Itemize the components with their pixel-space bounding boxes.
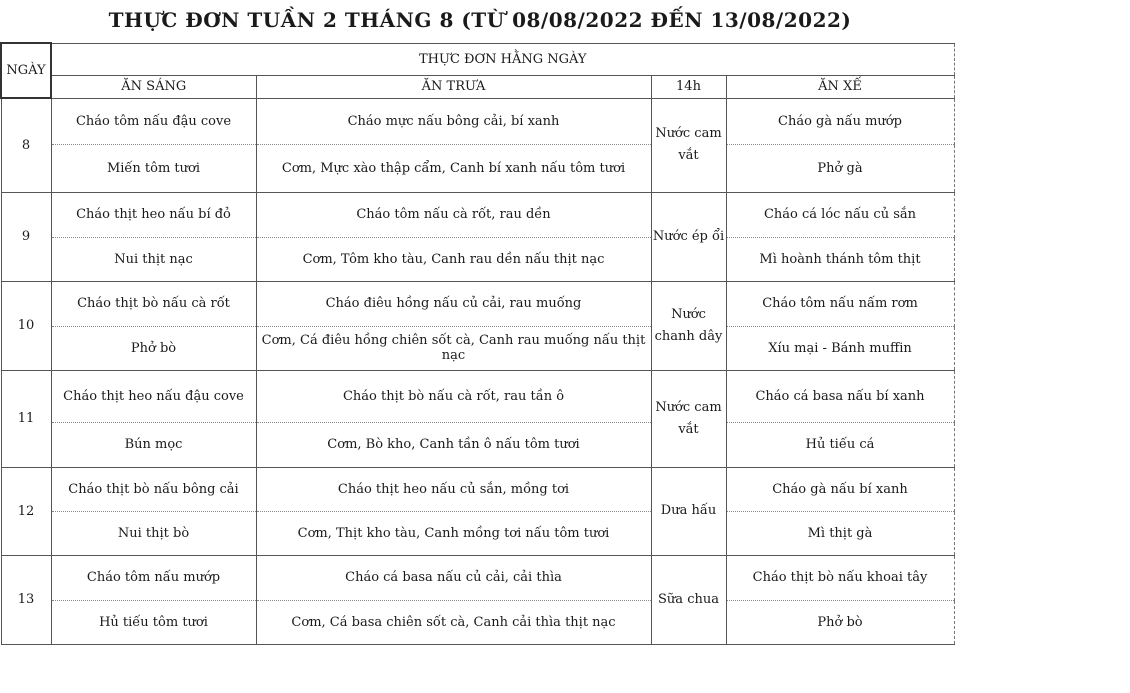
table-row	[1, 370, 954, 422]
afternoon-cell: Cháo gà nấu mướp	[726, 98, 954, 144]
lunch-cell: Cơm, Cá basa chiên sốt cà, Canh cải thìa thịt nạc	[256, 600, 651, 644]
afternoon-cell: Phở gà	[726, 144, 954, 192]
table-row	[1, 511, 954, 555]
breakfast-cell: Phở bò	[51, 326, 256, 370]
table-row	[1, 98, 954, 144]
breakfast-cell: Nui thịt nạc	[51, 237, 256, 281]
afternoon-cell: Cháo tôm nấu nấm rơm	[726, 281, 954, 326]
afternoon-cell: Cháo cá lóc nấu củ sắn	[726, 192, 954, 237]
header-afternoon: ĂN XẾ	[726, 75, 954, 98]
weekly-menu-table	[0, 42, 955, 645]
lunch-cell: Cháo thịt heo nấu củ sắn, mồng tơi	[256, 467, 651, 511]
header-snack-time: 14h	[651, 75, 726, 98]
afternoon-cell: Phở bò	[726, 600, 954, 644]
table-row	[1, 144, 954, 192]
lunch-cell: Cơm, Mực xào thập cẩm, Canh bí xanh nấu tôm tươi	[256, 144, 651, 192]
lunch-cell: Cháo tôm nấu cà rốt, rau dền	[256, 192, 651, 237]
day-number: 11	[1, 370, 51, 467]
breakfast-cell: Cháo thịt bò nấu cà rốt	[51, 281, 256, 326]
lunch-cell: Cơm, Cá điêu hồng chiên sốt cà, Canh rau muống nấu thịt nạc	[256, 326, 651, 370]
header-day: NGÀY	[1, 43, 51, 98]
lunch-cell: Cháo mực nấu bông cải, bí xanh	[256, 98, 651, 144]
afternoon-cell: Cháo gà nấu bí xanh	[726, 467, 954, 511]
lunch-cell: Cháo cá basa nấu củ cải, cải thìa	[256, 555, 651, 600]
day-number: 13	[1, 555, 51, 644]
header-daily-menu: THỰC ĐƠN HẰNG NGÀY	[51, 43, 954, 75]
afternoon-cell: Mì thịt gà	[726, 511, 954, 555]
lunch-cell: Cháo điêu hồng nấu củ cải, rau muống	[256, 281, 651, 326]
header-lunch: ĂN TRƯA	[256, 75, 651, 98]
header-breakfast: ĂN SÁNG	[51, 75, 256, 98]
drink-cell: Sữa chua	[651, 555, 726, 644]
breakfast-cell: Cháo tôm nấu đậu cove	[51, 98, 256, 144]
table-row	[1, 326, 954, 370]
table-row	[1, 555, 954, 600]
table-row	[1, 600, 954, 644]
breakfast-cell: Cháo thịt heo nấu bí đỏ	[51, 192, 256, 237]
breakfast-cell: Bún mọc	[51, 422, 256, 467]
table-row	[1, 467, 954, 511]
breakfast-cell: Hủ tiếu tôm tươi	[51, 600, 256, 644]
breakfast-cell: Cháo tôm nấu mướp	[51, 555, 256, 600]
lunch-cell: Cơm, Thịt kho tàu, Canh mồng tơi nấu tôm tươi	[256, 511, 651, 555]
drink-cell: Nước chanh dây	[651, 281, 726, 370]
breakfast-cell: Cháo thịt bò nấu bông cải	[51, 467, 256, 511]
day-number: 8	[1, 98, 51, 192]
breakfast-cell: Cháo thịt heo nấu đậu cove	[51, 370, 256, 422]
menu-title: THỰC ĐƠN TUẦN 2 THÁNG 8 (TỪ 08/08/2022 ĐẾN 13/08/2022)	[108, 8, 852, 32]
day-number: 12	[1, 467, 51, 555]
afternoon-cell: Mì hoành thánh tôm thịt	[726, 237, 954, 281]
afternoon-cell: Xíu mại - Bánh muffin	[726, 326, 954, 370]
afternoon-cell: Cháo thịt bò nấu khoai tây	[726, 555, 954, 600]
lunch-cell: Cơm, Bò kho, Canh tần ô nấu tôm tươi	[256, 422, 651, 467]
drink-cell: Nước cam vắt	[651, 98, 726, 192]
lunch-cell: Cơm, Tôm kho tàu, Canh rau dền nấu thịt nạc	[256, 237, 651, 281]
table-row	[1, 237, 954, 281]
breakfast-cell: Miến tôm tươi	[51, 144, 256, 192]
day-number: 10	[1, 281, 51, 370]
table-row	[1, 281, 954, 326]
breakfast-cell: Nui thịt bò	[51, 511, 256, 555]
drink-cell: Nước ép ổi	[651, 192, 726, 281]
lunch-cell: Cháo thịt bò nấu cà rốt, rau tần ô	[256, 370, 651, 422]
table-row	[1, 192, 954, 237]
day-number: 9	[1, 192, 51, 281]
drink-cell: Nước cam vắt	[651, 370, 726, 467]
afternoon-cell: Hủ tiếu cá	[726, 422, 954, 467]
drink-cell: Dưa hấu	[651, 467, 726, 555]
table-row	[1, 422, 954, 467]
afternoon-cell: Cháo cá basa nấu bí xanh	[726, 370, 954, 422]
